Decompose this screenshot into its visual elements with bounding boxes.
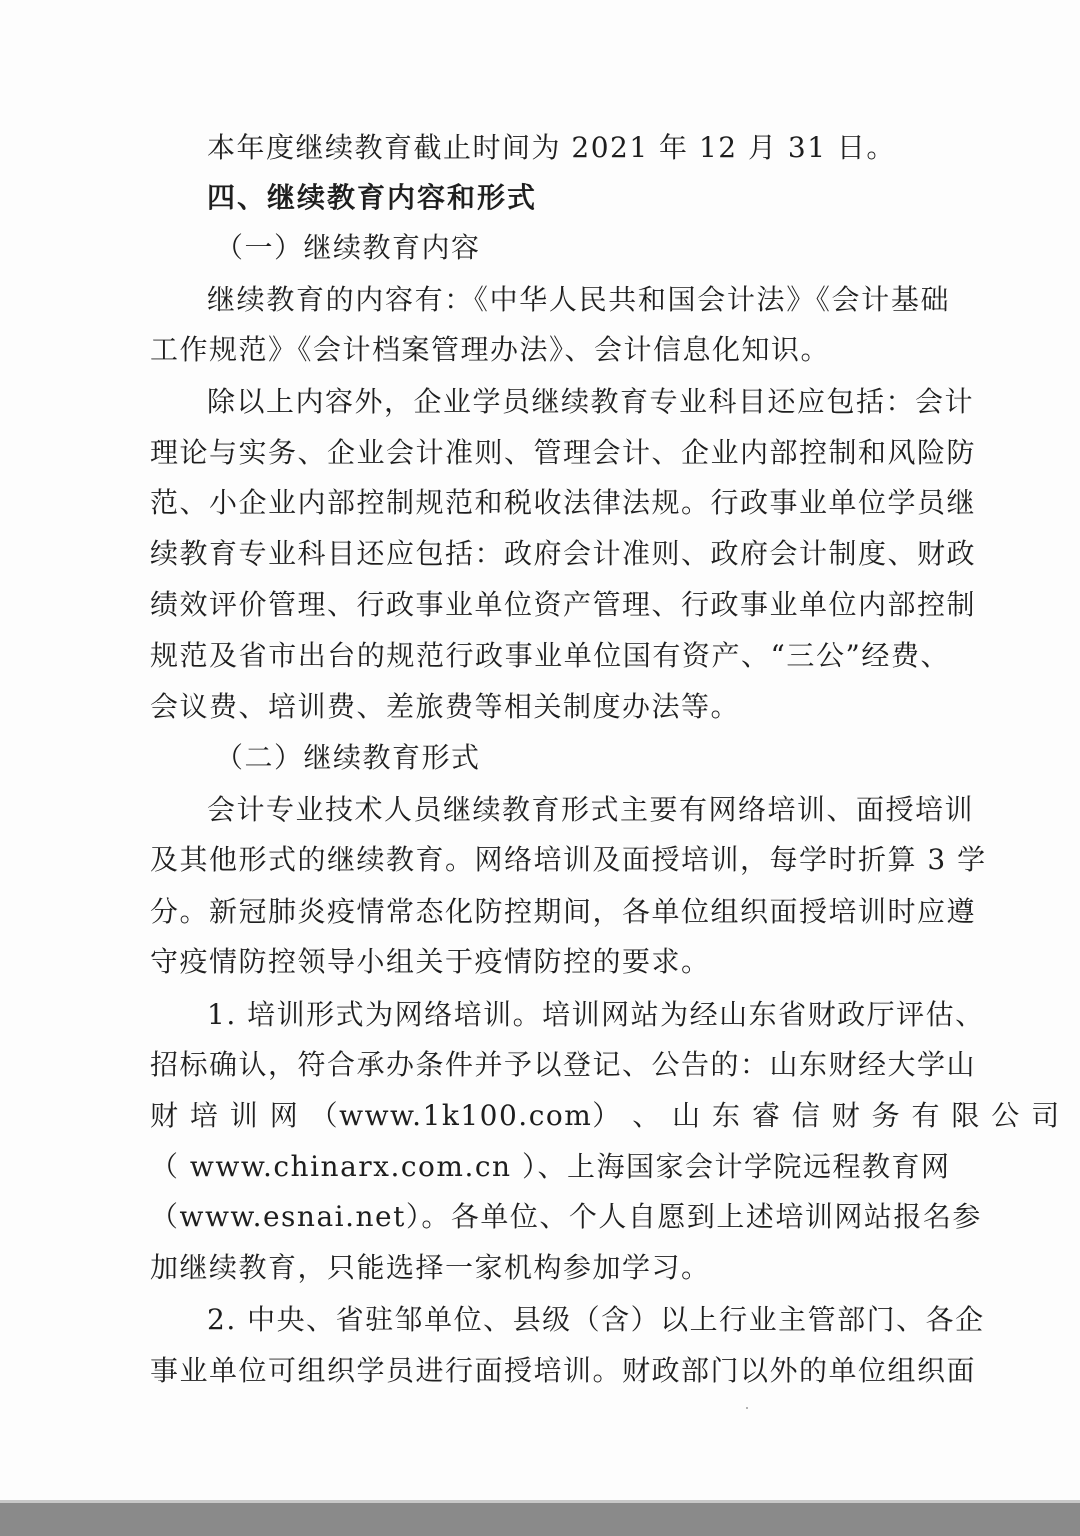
- paragraph-content-line: 继续教育的内容有：《中华人民共和国会计法》《会计基础: [207, 283, 950, 316]
- subsection-heading-2: （二）继续教育形式: [215, 741, 481, 774]
- paragraph-content-line: 绩效评价管理、行政事业单位资产管理、行政事业单位内部控制: [150, 588, 977, 621]
- subsection-heading-1: （一）继续教育内容: [215, 231, 481, 264]
- list-item-1-line: 招标确认，符合承办条件并予以登记、公告的：山东财经大学山: [150, 1048, 977, 1081]
- paragraph-deadline: 本年度继续教育截止时间为 2021 年 12 月 31 日。: [207, 131, 896, 164]
- paragraph-form-line: 会计专业技术人员继续教育形式主要有网络培训、面授培训: [207, 793, 975, 826]
- list-item-1-line: （ www.chinarx.com.cn ）、上海国家会计学院远程教育网: [150, 1150, 951, 1183]
- page-bottom-edge: [0, 1503, 1080, 1536]
- paragraph-content-line: 理论与实务、企业会计准则、管理会计、企业内部控制和风险防: [150, 436, 977, 469]
- list-item-1-line: 加继续教育，只能选择一家机构参加学习。: [150, 1251, 711, 1284]
- paragraph-form-line: 及其他形式的继续教育。网络培训及面授培训，每学时折算 3 学: [150, 843, 987, 876]
- list-item-1-line: 财 培 训 网 （www.1k100.com） 、 山 东 睿 信 财 务 有 限 公 司: [150, 1099, 1061, 1132]
- section-heading-4: 四、继续教育内容和形式: [207, 181, 538, 214]
- list-item-2-line: 2. 中央、省驻邹单位、县级（含）以上行业主管部门、各企: [207, 1303, 985, 1336]
- list-item-1-line: （www.esnai.net）。各单位、个人自愿到上述培训网站报名参: [150, 1200, 982, 1233]
- paragraph-form-line: 守疫情防控领导小组关于疫情防控的要求。: [150, 945, 711, 978]
- scan-speck: [746, 1407, 748, 1409]
- paragraph-content-line: 会议费、培训费、差旅费等相关制度办法等。: [150, 690, 741, 723]
- paragraph-content-line: 工作规范》《会计档案管理办法》、会计信息化知识。: [150, 333, 831, 366]
- paragraph-content-line: 续教育专业科目还应包括：政府会计准则、政府会计制度、财政: [150, 537, 977, 570]
- paragraph-content-line: 除以上内容外，企业学员继续教育专业科目还应包括：会计: [207, 385, 975, 418]
- list-item-1-line: 1. 培训形式为网络培训。培训网站为经山东省财政厅评估、: [207, 998, 985, 1031]
- paragraph-content-line: 范、小企业内部控制规范和税收法律法规。行政事业单位学员继: [150, 486, 977, 519]
- list-item-2-line: 事业单位可组织学员进行面授培训。财政部门以外的单位组织面: [150, 1354, 977, 1387]
- paragraph-content-line: 规范及省市出台的规范行政事业单位国有资产、“三公”经费、: [150, 639, 950, 672]
- paragraph-form-line: 分。新冠肺炎疫情常态化防控期间，各单位组织面授培训时应遵: [150, 895, 977, 928]
